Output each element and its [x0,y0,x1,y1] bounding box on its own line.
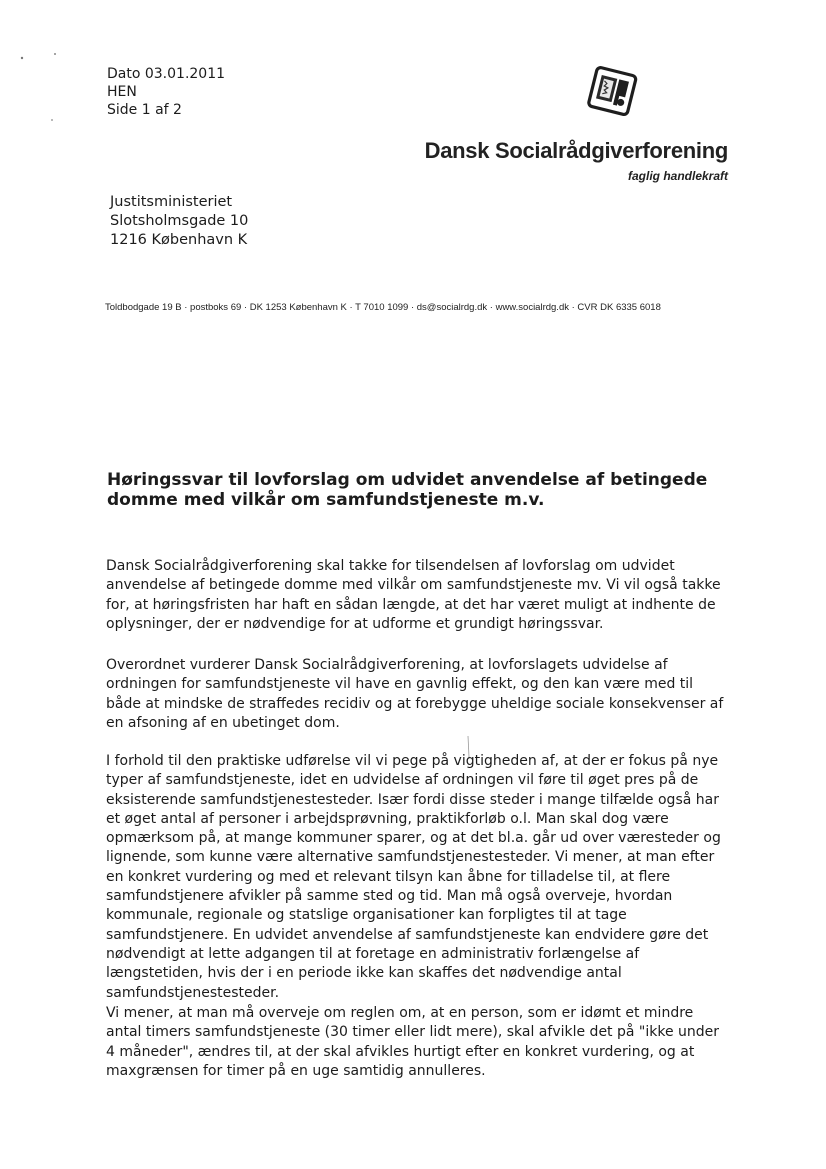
body-paragraph: I forhold til den praktiske udførelse vil vi pege på vigtigheden af, at der er fokus på nye typer af samfundstjeneste, idet en udvidelse af ordningen vil føre til øget pres på de eksisterende samfundstjenestesteder. Især fordi disse steder i mange tilfælde også har et øget antal af personer i arbejdsprøvning, praktikforløb o.l. Man skal dog være opmærksom på, at mange kommuner sparer, og at det bl.a. går ud over væresteder og lignende, som kunne være alternative samfundstjenestesteder. Vi mener, at man efter en konkret vurdering og med et relevant tilsyn kan åbne for tilladelse til, at flere samfundstjenere afvikler på samme sted og tid. Man må også overveje, hvordan kommunale, regionale og statslige organisationer kan forpligtes til at tage samfundstjenere. En udvidet anvendelse af samfundstjeneste kan endvidere gøre det nødvendigt at lette adgangen til at foretage en administrativ forlængelse af længstetiden, hvis der i en periode ikke kan skaffes det nødvendige antal samfundstjenestesteder. [106,753,721,1001]
recipient-address [110,193,248,250]
recipient-street: Slotsholmsgade 10 [110,213,249,229]
letter-initials: HEN [107,84,137,100]
body-paragraph: Overordnet vurderer Dansk Socialrådgiverforening, at lovforslagets udvidelse af ordningen for samfundstjeneste vil have en gavnlig effekt, og den kan være med til både at mindske de straffedes recidiv og at forebygge uheldige sociale konsekvenser af en afsoning af en ubetinget dom. [106,657,724,731]
letter-title: Høringssvar til lovforslag om udvidet anvendelse af betingede domme med vilkår om samfundstjeneste m.v. [107,470,708,510]
letter-meta [107,65,225,119]
recipient-city: 1216 København K [110,232,248,248]
sender-address-line: Toldbodgade 19 B · postboks 69 · DK 1253 København K · T 7010 1099 · ds@socialrdg.dk · www.socialrdg.dk · CVR DK 6335 6018 [105,302,661,313]
letter-date: Dato 03.01.2011 [107,66,226,82]
recipient-name: Justitsministeriet [110,194,233,210]
organization-name: Dansk Socialrådgiverforening [424,138,728,163]
body-paragraph: Dansk Socialrådgiverforening skal takke for tilsendelsen af lovforslag om udvidet anvendelse af betingede domme med vilkår om samfundstjeneste mv. Vi vil også takke for, at høringsfristen har haft en sådan længde, at det har været muligt at indhente de oplysninger, der er nødvendige for at udforme et grundigt høringssvar. [106,558,721,632]
organization-tagline: faglig handlekraft [627,169,728,183]
body-paragraph: Vi mener, at man må overveje om reglen om, at en person, som er idømt et mindre antal timers samfundstjeneste (30 timer eller lidt mere), skal afvikle det på "ikke under 4 måneder", ændres til, at der skal afvikles hurtigt efter en konkret vurdering, og at maxgrænsen for timer på en uge samtidig annulleres. [106,1005,720,1079]
page-number: Side 1 af 2 [107,102,182,118]
organization-logo-icon [582,64,642,120]
